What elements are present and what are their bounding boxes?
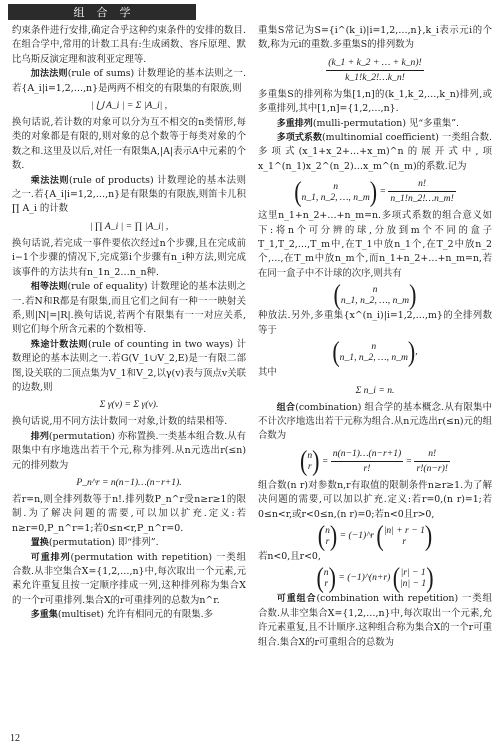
formula-multinomial-repeat: ( n n_1, n_2, …, n_m ) <box>333 278 417 311</box>
entry-multiset: 多重集(multiset) 允许有相同元的有限集.多 <box>30 609 214 621</box>
sum-rule-explanation: 换句话说,若计数的对象可以分为互不相交的n类情形,每类的对象都是有限的,则对象的总个数等于每类对象的个数之和.这里及以后,对任一有限集A,|A|表示A中元素的个数. <box>12 117 246 172</box>
where-label: 其中 <box>258 367 277 379</box>
entry-permutation: 排列(permutation) 亦称置换.一类基本组合数.从有限集中有序地选出若干个元,称为排列.从n元选出r(≤n)元的排列数为 <box>12 430 246 471</box>
intro-paragraph: 约束条件进行安排,确定合乎这种约束条件的安排的数目.在组合学中,常用的计数工具有:生成函数、容斥原理、默比乌斯反演定理和波利亚定理等. <box>12 25 246 65</box>
term-substitution: 置换 <box>30 538 49 549</box>
multinomial-multiset-note: 种放法.另外,多重集{x^(n_i)|i=1,2,…,m}的全排列数等于 <box>258 310 492 336</box>
entry-multi-permutation: 多重排列(mulli-permutation) 见“多重集”. <box>276 117 460 129</box>
formula-sum-ni: Σ n_i = n. <box>355 384 395 396</box>
entry-permutation-repetition: 可重排列(permutation with repetition) 一类组合数.从非空集合X={1,2,…,n}中,每次取出一个元素,元素允许重复且按一定顺序排成一列,这种排列称为集合X的一个r可重排列.集合X的r可重排列的总数为n^r. <box>12 551 246 606</box>
combination-extension: 组合数(n r)对参数n,r有取值的限制条件n≥r≥1.为了解决问题的需要,可以加以扩充.定义:若r=0,(n r)=1;若0≤n<r,或r<0≤n,(n r)=0;若n<0且r>0, <box>258 479 492 520</box>
multiset-explanation: 多重集S的排列称为集[1,n]的(k_1,k_2,…,k_n)排列,或多重排列,其中[1,n]={1,2,…,n}. <box>258 88 492 115</box>
right-column <box>258 24 492 730</box>
formula-product-rule: | ∏ A_i | = ∏ |A_i| , <box>89 220 169 232</box>
term-combination: 组合 <box>276 402 296 413</box>
entry-two-ways-rule: 殊途计数法则(rule of counting in two ways) 计数理论的基本法则之一.若G(V_1∪V_2,E)是一有限二部图,设关联的二顶点集为V_1和V_2,以γ(v)表与顶点v关联的边数,则 <box>12 338 246 393</box>
entry-product-rule: 乘法法则(rule of products) 计数理论的基本法则之一.若{A_i|i=1,2,…,n}是有限集的有限族,则笛卡儿积 ∏ A_i 的计数 <box>12 174 246 215</box>
negative-both-label: 若n<0,且r<0, <box>258 550 321 562</box>
formula-two-ways-rule: Σ γ(v) = Σ γ(v). <box>99 399 159 411</box>
page-number: 12 <box>10 733 20 744</box>
left-column <box>12 24 246 730</box>
term-sum-rule: 加法法则 <box>30 69 68 80</box>
term-permutation: 排列 <box>30 431 49 442</box>
header-title: 组合学 <box>73 6 143 19</box>
formula-negative-n: ( n r ) = (−1)^r ( |n| + r − 1 r ) <box>317 519 433 552</box>
formula-multinomial-third: ( n n_1, n_2, …, n_m ), <box>332 335 418 368</box>
term-multinomial: 多项式系数 <box>276 133 323 144</box>
term-product-rule: 乘法法则 <box>30 175 70 186</box>
term-two-ways-rule: 殊途计数法则 <box>30 339 89 350</box>
multinomial-meaning: 这里n_1+n_2+…+n_m=n.多项式系数的组合意义如下:将n个可分辨的球,分放到m个不同的盒子T_1,T_2,…,T_m中,在T_1中放n_1个,在T_2中放n_2个,…,在T_m中放n_m个,而n_1+n_2+…+n_m=n,若在同一盒子中不计球的次序,则共有 <box>258 210 492 279</box>
product-rule-explanation: 换句话说,若完成一事件要依次经过n个步骤,且在完成前i−1个步骤的情况下,完成第i个步骤有n_i种方法,则完成该事件的方法共有n_1n_2…n_n种. <box>12 237 246 278</box>
formula-multinomial: ( n n_1, n_2, …, n_m ) = $\frac{n!}{n\_1!n\_2!\dots n\_m!}$ <box>294 174 454 208</box>
formula-sum-rule: | ⋃ A_i | = Σ |A_i| , <box>90 100 168 112</box>
permutation-explanation: 若r=n,则全排列数等于n!.排列数P_n^r受n≥r≥1的限制.为了解决问题的需要,可以加以扩充.定义:若n≥r=0,P_n^r=1;若0≤n<r,P_n^r=0. <box>12 493 246 534</box>
formula-permutation: P_n^r = n(n−1)…(n−r+1). <box>76 476 182 488</box>
term-combination-repetition: 可重组合 <box>276 594 317 605</box>
multiset-continuation: 重集S常记为S={i^(k_i)|i=1,2,…,n},k_i表示元i的个数,称为元i的重数.多重集S的排列数为 <box>258 25 492 51</box>
term-multi-permutation: 多重排列 <box>276 118 313 129</box>
entry-combination-repetition: 可重组合(combination with repetition) 一类组合数.从非空集合X={1,2,…,n}中,每次取出一个元素,允许元素重复,且不计顺序.这种组合称为集合X的一个r可重组合.集合X的r可重组合的总数为 <box>258 593 492 648</box>
entry-substitution: 置换(permutation) 即“排列”. <box>30 537 159 549</box>
entry-sum-rule: 加法法则(rule of sums) 计数理论的基本法则之一.若{A_i|i=1,2,…,n}是两两不相交的有限集的有限族,则 <box>12 68 246 94</box>
formula-negative-both: ( n r ) = (−1)^(n+r) ( |r| − 1 |n| − 1 ) <box>316 561 434 594</box>
two-ways-explanation: 换句话说,用不同方法计数同一对象,计数的结果相等. <box>12 416 228 428</box>
formula-combination: ( n r ) = $\frac{n(n-1)\dots(n-r+1)}{r!}$ = $\frac{n!}{r!(n-r)!}$ <box>300 444 448 477</box>
term-multiset: 多重集 <box>30 610 58 621</box>
entry-combination: 组合(combination) 组合学的基本概念.从有限集中不计次序地选出若干元称为组合.从n元选出r(≤n)元的组合数为 <box>258 401 492 442</box>
formula-multiset: $\frac{(k\_1 + k\_2 + \dots + k\_n)!}{k\_1!k\_2!\dots k\_n!}$ <box>328 56 422 83</box>
term-equality-rule: 相等法则 <box>30 282 68 293</box>
term-permutation-repetition: 可重排列 <box>30 552 71 563</box>
running-header <box>8 4 196 20</box>
entry-equality-rule: 相等法则(rule of equality) 计数理论的基本法则之一.若N和R都是有限集,而且它们之间有一种一一映射关系,则|N|=|R|.换句话说,若两个有限集有一一对应关系,则它们每个所含元素的个数相等. <box>12 281 246 336</box>
entry-multinomial: 多项式系数(multinomial coefficient) 一类组合数.多项式(x_1+x_2+…+x_m)^n的展开式中,项x_1^(n_1)x_2^(n_2)…x_m^(n_m)的系数.记为 <box>258 132 492 172</box>
